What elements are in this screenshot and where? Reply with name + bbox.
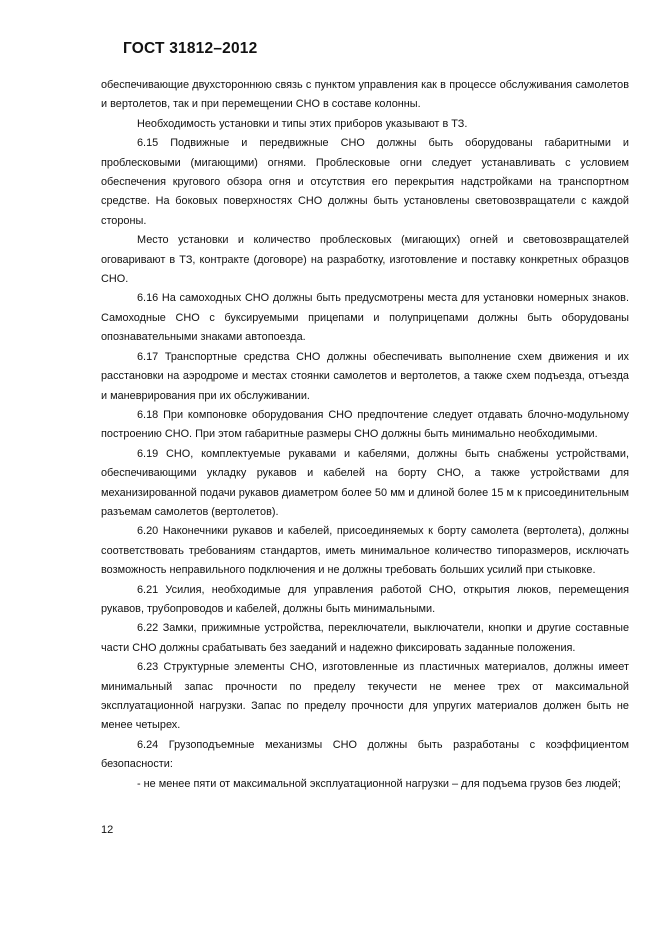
paragraph: 6.20 Наконечники рукавов и кабелей, присоединяемых к борту самолета (вертолета), должны соответствовать требованиям стандартов, иметь минимальное количество типоразмеров, исключать возможность неправильного подключения и не должны требовать больших усилий при стыковке.: [101, 525, 629, 577]
paragraph: обеспечивающие двухстороннюю связь с пунктом управления как в процессе обслуживания самолетов и вертолетов, так и при перемещении СНО в составе колонны.: [101, 79, 629, 111]
paragraph: 6.16 На самоходных СНО должны быть предусмотрены места для установки номерных знаков. Самоходные СНО с буксируемыми прицепами и полуприцепами должны быть оборудованы опознавательными знаками автопоезда.: [101, 292, 629, 344]
paragraph: 6.22 Замки, прижимные устройства, переключатели, выключатели, кнопки и другие составные части СНО должны срабатывать без заеданий и надежно фиксировать заданные положения.: [101, 622, 629, 654]
paragraph: 6.18 При компоновке оборудования СНО предпочтение следует отдавать блочно-модульному построению СНО. При этом габаритные размеры СНО должны быть минимально необходимыми.: [101, 408, 629, 441]
list-item: - не менее пяти от максимальной эксплуатационной нагрузки – для подъема грузов без людей;: [137, 777, 621, 790]
paragraph: 6.19 СНО, комплектуемые рукавами и кабелями, должны быть снабжены устройствами, обеспечивающими укладку рукавов и кабелей на борту СНО, а также устройствами для механизированной подачи рукавов диаметром более 50 мм и длиной более 15 м к присоединительным разъемам самолетов (вертолетов).: [101, 447, 629, 518]
page-number: 12: [101, 824, 114, 836]
paragraph: Место установки и количество проблесковых (мигающих) огней и световозвращателей оговаривают в ТЗ, контракте (договоре) на разработку, изготовление и поставку конкретных образцов СНО.: [101, 234, 629, 286]
paragraph: 6.15 Подвижные и передвижные СНО должны быть оборудованы габаритными и проблесковыми (мигающими) огнями. Проблесковые огни следует устанавливать с условием обеспечения кругового обзора огня и отсутствия его перекрытия надстройками на транспортном средстве. На боковых поверхностях СНО должны быть установлены световозвращатели с каждой стороны.: [101, 137, 629, 227]
paragraph: 6.21 Усилия, необходимые для управления работой СНО, открытия люков, перемещения рукавов, трубопроводов и кабелей, должны быть минимальными.: [101, 583, 629, 615]
paragraph: 6.23 Структурные элементы СНО, изготовленные из пластичных материалов, должны имеет минимальный запас прочности по пределу текучести не менее трех от максимальной эксплуатационной нагрузки. Запас по пределу прочности для упругих материалов должен быть не менее четырех.: [101, 661, 629, 732]
document-body: [101, 76, 629, 794]
paragraph: Необходимость установки и типы этих приборов указывают в ТЗ.: [137, 117, 468, 130]
paragraph: 6.24 Грузоподъемные механизмы СНО должны быть разработаны с коэффициентом безопасности:: [101, 738, 629, 771]
document-title: ГОСТ 31812–2012: [123, 40, 258, 57]
paragraph: 6.17 Транспортные средства СНО должны обеспечивать выполнение схем движения и их расстановки на аэродроме и местах стоянки самолетов и вертолетов, а также схем подъезда, отъезда и маневрирования при их обслуживании.: [101, 350, 629, 402]
